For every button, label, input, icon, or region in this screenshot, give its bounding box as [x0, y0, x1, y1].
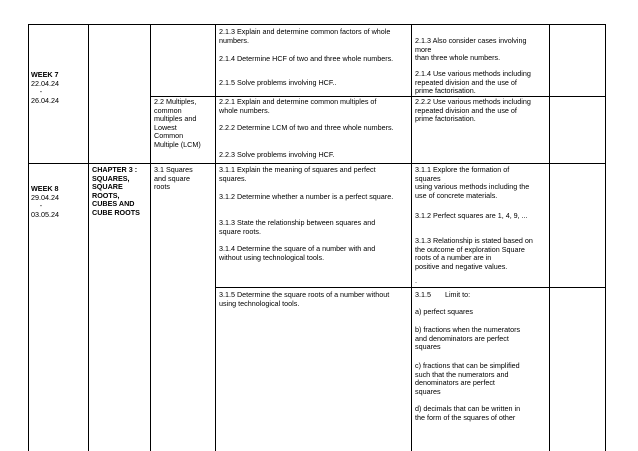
standard-line: 3.1.2 Determine whether a number is a perfect square.: [219, 192, 394, 201]
standard-3-1-2: [219, 193, 409, 202]
col-divider-1: [88, 24, 89, 451]
note-3-1-5-a: [415, 308, 547, 317]
chapter3-line: SQUARE: [92, 182, 123, 192]
standard-line: 2.1.5 Solve problems involving HCF..: [219, 78, 337, 87]
note-line: a) perfect squares: [415, 307, 473, 316]
note-line: 2.2.2 Use various methods including: [415, 97, 531, 106]
standard-line: square roots.: [219, 226, 261, 236]
standard-line: 2.2.2 Determine LCM of two and three whole numbers.: [219, 123, 394, 132]
note-3-1-3-tail: [415, 277, 435, 286]
note-line: repeated division and the use of: [415, 105, 517, 115]
week7-dash: -: [39, 87, 43, 97]
note-line: using various methods including the: [415, 182, 530, 192]
week8-cell: [31, 185, 86, 219]
note-line: 3.1.2 Perfect squares are 1, 4, 9, ...: [415, 211, 528, 220]
note-line: use of concrete materials.: [415, 190, 498, 200]
note-3-1-2: [415, 212, 547, 221]
week7-start-date: 22.04.24: [31, 78, 59, 88]
note-line: 3.1.1 Explore the formation of: [415, 165, 510, 174]
note-2-2-2: [415, 98, 547, 124]
standard-line: without using technological tools.: [219, 252, 325, 262]
col-divider-3: [215, 24, 216, 451]
note-3-1-5-head: [415, 291, 547, 300]
week7-end-date: 26.04.24: [31, 95, 59, 105]
topic-line: Multiple (LCM): [154, 139, 201, 149]
chapter3-line: CUBES AND: [92, 199, 135, 209]
standard-line: whole numbers.: [219, 105, 270, 115]
note-line: prime factorisation.: [415, 114, 476, 124]
note-line: such that the numerators and: [415, 369, 509, 379]
topic-line: 2.2 Multiples,: [154, 97, 197, 106]
standard-2-1-3: [219, 28, 409, 45]
note-line: .: [415, 276, 417, 285]
standard-2-1-4: [219, 55, 409, 64]
topic-line: multiples and: [154, 114, 197, 124]
note-line: and denominators are perfect: [415, 333, 509, 343]
chapter3-line: CUBE ROOTS: [92, 207, 140, 217]
note-2-1-3: [415, 37, 547, 63]
standard-line: numbers.: [219, 35, 249, 45]
standard-line: 3.1.3 State the relationship between squares and: [219, 218, 376, 227]
note-line: d) decimals that can be written in: [415, 404, 521, 413]
table-border-top: [28, 24, 605, 25]
note-line: 3.1.3 Relationship is stated based on: [415, 236, 533, 245]
standard-line: 3.1.4 Determine the square of a number with and: [219, 244, 376, 253]
topic-line: and square: [154, 173, 190, 183]
note-line: repeated division and the use of: [415, 77, 517, 87]
note-line: prime factorisation.: [415, 86, 476, 96]
note-line: squares: [415, 342, 441, 352]
topic-line: common: [154, 105, 182, 115]
standard-2-2-1: [219, 98, 409, 115]
chapter3-line: ROOTS,: [92, 190, 120, 200]
topic-2-2: [154, 98, 214, 150]
topic-line: Lowest: [154, 122, 177, 132]
standard-line: squares.: [219, 173, 247, 183]
standard-3-1-1: [219, 166, 409, 183]
week7-label: WEEK 7: [31, 70, 59, 79]
week8-end-date: 03.05.24: [31, 209, 59, 219]
standard-2-2-3: [219, 151, 409, 160]
chapter3-line: CHAPTER 3 :: [92, 165, 138, 174]
standard-line: 2.1.4 Determine HCF of two and three whole numbers.: [219, 54, 394, 63]
note-line: 2.1.4 Use various methods including: [415, 69, 531, 78]
standard-line: 3.1.1 Explain the meaning of squares and perfect: [219, 165, 376, 174]
col-divider-0: [28, 24, 29, 451]
chapter3-title: [92, 166, 148, 218]
note-line: roots of a number are in: [415, 253, 492, 263]
col-divider-6: [605, 24, 606, 451]
standard-line: 2.2.1 Explain and determine common multiples of: [219, 97, 377, 106]
week8-label: WEEK 8: [31, 184, 59, 193]
note-line: squares: [415, 173, 441, 183]
note-line: 3.1.5 Limit to:: [415, 290, 471, 299]
note-3-1-5-b: [415, 326, 547, 352]
col-divider-2: [150, 24, 151, 451]
note-line: more: [415, 44, 432, 54]
week8-start-date: 29.04.24: [31, 192, 59, 202]
topic-line: roots: [154, 182, 170, 192]
standard-3-1-5: [219, 291, 409, 308]
note-line: 2.1.3 Also consider cases involving: [415, 36, 527, 45]
week7-cell: [31, 71, 86, 105]
row-divider-3: [215, 287, 605, 288]
note-3-1-1: [415, 166, 547, 200]
standard-line: 2.2.3 Solve problems involving HCF.: [219, 150, 335, 159]
standard-2-2-2: [219, 124, 409, 133]
note-3-1-5-c: [415, 362, 547, 396]
standard-3-1-4: [219, 245, 409, 262]
col-divider-4: [411, 24, 412, 451]
note-3-1-3: [415, 237, 547, 271]
row-divider-2: [28, 163, 605, 164]
note-3-1-5-d: [415, 405, 547, 422]
note-line: positive and negative values.: [415, 261, 508, 271]
note-line: c) fractions that can be simplified: [415, 361, 520, 370]
note-line: than three whole numbers.: [415, 53, 501, 63]
topic-line: Common: [154, 131, 184, 141]
topic-line: 3.1 Squares: [154, 165, 193, 174]
note-line: the form of the squares of other: [415, 412, 516, 422]
chapter3-line: SQUARES,: [92, 173, 130, 183]
standard-line: 3.1.5 Determine the square roots of a number without: [219, 290, 390, 299]
note-line: denominators are perfect: [415, 378, 495, 388]
note-2-1-4: [415, 70, 547, 96]
standard-3-1-3: [219, 219, 409, 236]
col-divider-5: [549, 24, 550, 451]
topic-3-1: [154, 166, 214, 192]
week8-dash: -: [39, 201, 43, 211]
standard-2-1-5: [219, 79, 409, 88]
note-line: b) fractions when the numerators: [415, 325, 521, 334]
note-line: squares: [415, 386, 441, 396]
standard-line: using technological tools.: [219, 298, 300, 308]
standard-line: 2.1.3 Explain and determine common factors of whole: [219, 27, 391, 36]
note-line: the outcome of exploration Square: [415, 244, 525, 254]
